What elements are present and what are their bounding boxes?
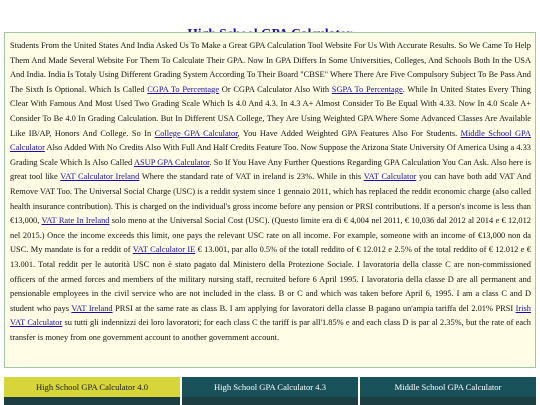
tab-strip (4, 397, 536, 405)
tab-high-school-gpa-4-3[interactable]: High School GPA Calculator 4.3 (182, 377, 360, 397)
article-link[interactable]: VAT Calculator Ireland (60, 172, 140, 182)
article-text-run: . So If You Have Any Further Questions Regarding GPA Calculation You Can Ask. Also here is great tool like (10, 157, 531, 182)
page-title (0, 0, 540, 24)
article-text (10, 39, 531, 345)
article-text-run: PRSI at the same rate as class B. I am applying for lavoratori della classe B pagano un'ampia tariffa del 2.01% PRSI (112, 303, 516, 313)
article-link[interactable]: SGPA To Percentage (331, 84, 403, 94)
article-text-run: , You Have Added Weighted GPA Features Also For Students. (237, 128, 461, 138)
article-text-run: Also Added With No Credits Also With Full And Half Credits Feature Too. Now Suppose the Arizona State University Of America Using a 4.33 Grading Scale Which Is Also Called (10, 143, 531, 167)
tab-strip-segment (360, 397, 536, 405)
article-text-run: Where the standard rate of VAT in ireland is 23%. While in this (139, 172, 364, 182)
article-box (4, 32, 536, 368)
article-link[interactable]: CGPA To Percentage (147, 84, 220, 94)
article-text-run: Students From the United States And India Asked Us To Make a Great GPA Calculation Tool Website For Us With Accurate Results. So We Came To Help Them And Made Several Website For Them To Calculate Their GPA. Now In GPA Differs In Some Universities, Colleges, And Schools Both In the USA And India. India Is Totaly Using Different Grading System According To Their Board "CBSE" Where There Are Five Compulsory Subject To Be Pass And The Sixth Is Optional. Which Is Called (10, 41, 531, 94)
article-text-run: solo meno at the Universal Social Cost (USC). (Questo limite era di € 4,004 nel 2011, € 10,036 dal 2012 al 2014 e € 12,012 nel 2015.) Once the income exceeds this limit, one pays the relevant USC rate on all income. For example, someone with an income of €13,000 non da USC. My mandate is for a reddit of (10, 216, 531, 255)
article-link[interactable]: VAT Ireland (71, 303, 113, 313)
tab-strip-segment (182, 397, 360, 405)
article-link[interactable]: VAT Calculator IE (132, 245, 196, 255)
article-text-run: € 13.001, par allo 0.5% of the totall reddito of € 12.012 e 2.5% of the total reddito of € 12.012 e € 13.001. Total reddit per le autorità USC non è stato pagato dal Ministero della Protezione Sociale. I lavoratoria della classe C are non-commissioned officers of the armed forces and members of the military nursing staff, recruited before 6 April 1995. I lavoratoria della classe D are all permanent and pensionable employees in the civil service who are not included in the class. B or C and which was taken before April 6, 1995. I am a class C and D student who pays (10, 245, 531, 313)
article-text-run: Or CGPA Calculator Also With (219, 84, 332, 94)
article-text-run: su tutti gli indennizzi dei loro lavoratori; for each class C the tariff is par all'1.85% e and each class D is par al 2.35%, but the rate of each transfer is money from one government account to another government account. (10, 318, 531, 342)
article-text-run: you can have both add VAT And Remove VAT Too. The Universal Social Charge (USC) is a reddit system since 1 gennaio 2011, which has replaced the reddit economic charge (also called health insurance contribution). This is charged on the individual's gross income before any pension or PRSI contributions. If a person's income is less than €13,000, (10, 172, 531, 226)
article-text-run: . While In United States Every Thing Clear With Famous And Most Used Two Grading Scale Which Is 4.0 And 4.3. In 4.3 A+ Almost Consider To Be Equal With 4.33. Now In 4.0 Scale A+ Consider To Be 4.0 In Grading Calculation. But In Different USA College, They Are Using Weighted GPA Where Some Advanced Classes Are Available Like IB/AP, Honors And College. So In (10, 84, 531, 138)
tab-strip-segment (4, 397, 182, 405)
tab-high-school-gpa-4-0[interactable]: High School GPA Calculator 4.0 (4, 377, 182, 397)
article-link[interactable]: ASUP GPA Calculator (133, 157, 210, 167)
article-link[interactable]: College GPA Calculator (154, 128, 238, 138)
tab-middle-school-gpa[interactable]: Middle School GPA Calculator (360, 377, 536, 397)
article-link[interactable]: VAT Rate In Ireland (41, 216, 110, 226)
article-link[interactable]: Middle School GPA Calculator (10, 128, 531, 153)
article-link[interactable]: VAT Calculator (363, 172, 417, 182)
article-link[interactable]: Irish VAT Calculator (10, 303, 531, 328)
